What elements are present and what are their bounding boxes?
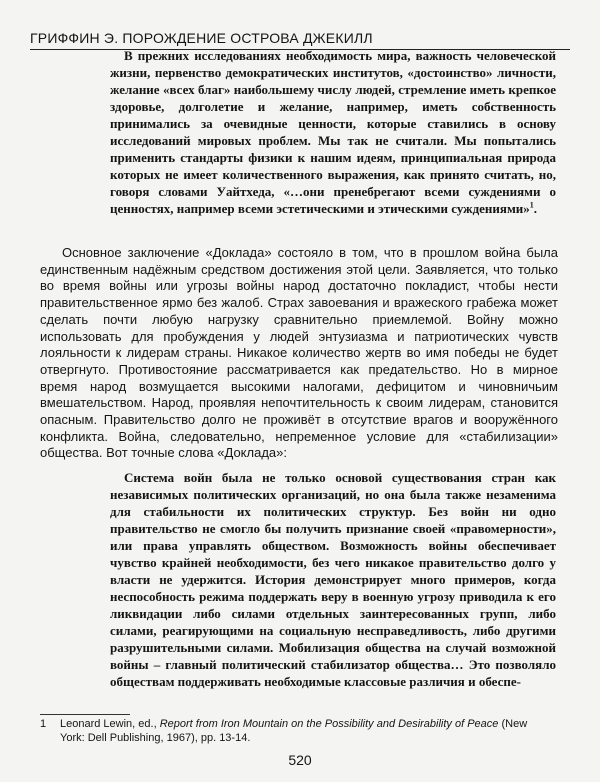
footnote [40, 717, 558, 745]
page-number: 520 [288, 752, 312, 768]
footnote-book-title: Report from Iron Mountain on the Possibility and Desirability of Peace [159, 718, 499, 730]
block-quote-bottom-text: Система войн была не только основой существования стран как независимых политических организаций, но она была также незаменима для стабильности их политических структур. Без войн ни одно правительство не смогло бы получить признание своей «правомерности», или права управлять обществом. Возможность войны обеспечивает чувство крайней необходимости, без чего никакое правительство долго у власти не удержится. История демонстрирует много примеров, когда неспособность режима поддержать веру в военную угрозу приводила к его ликвидации либо силами отдельных заинтересованных групп, либо силами, реагирующими на социальную несправедливость, либо другими разрушительными силами. Мобилизация общества на случай возможной войны – главный политический стабилизатор общества… Это позволяло обществам поддерживать необходимые классовые различия и обеспе- [110, 470, 556, 689]
footnote-line-1 [40, 717, 558, 731]
footnote-separator [40, 714, 130, 715]
body-paragraph-text: Основное заключение «Доклада» состояло в том, что в прошлом война была единственным надёжным средством достижения этой цели. Заявляется, что только во время войны или угрозы войны народ достаточно покладист, чтобы нести правительственное ярмо без жалоб. Страх завоевания и вражеского грабежа может сделать почти любую нагрузку сравнительно приемлемой. Войну можно использовать для пробуждения у людей энтузиазма и патриотических чувств лояльности к лидерам страны. Никакое количество жертв во имя победы не будет отвергнуто. Противостояние рассматривается как предательство. Но в мирное время народ возмущается высокими налогами, дефицитом и чиновничьим вмешательством. Народ, проявляя непочтительность к своим лидерам, становится опасным. Правительство долго не проживёт в отсутствие врагов и вооружённого конфликта. Война, следовательно, непременное условие для «стабилизации» общества. Вот точные слова «Доклада»: [40, 245, 558, 461]
running-header: ГРИФФИН Э. ПОРОЖДЕНИЕ ОСТРОВА ДЖЕКИЛЛ [30, 30, 570, 50]
body-paragraph [40, 245, 558, 462]
block-quote-top-text: В прежних исследованиях необходимость мира, важность человеческой жизни, первенство демократических институтов, «достоинство» личности, желание «всех благ» наибольшему числу людей, стремление иметь крепкое здоровье, долголетие и желание, например, иметь собственность принимались за очевидные ценности, которые ставились в основу исследований мировых проблем. Мы так не считали. Мы попытались применить стандарты физики к нашим идеям, принципиальная природа которых не имеет количественного выражения, как принято считать, но, говоря словами Уайтхеда, «…они пренебрегают всеми суждениями о ценностях, например всеми эстетическими и этическими суждениями» [110, 48, 556, 216]
footnote-line-2: York: Dell Publishing, 1967), pp. 13-14. [60, 732, 251, 744]
block-quote-top [110, 47, 556, 217]
block-quote-bottom [110, 469, 556, 690]
footnote-suffix: (New [498, 718, 528, 730]
footnote-number: 1 [40, 718, 47, 730]
block-quote-top-end: . [533, 201, 538, 216]
footnote-reference[interactable]: 1 [529, 200, 534, 210]
footnote-prefix: Leonard Lewin, ed., [60, 718, 160, 730]
